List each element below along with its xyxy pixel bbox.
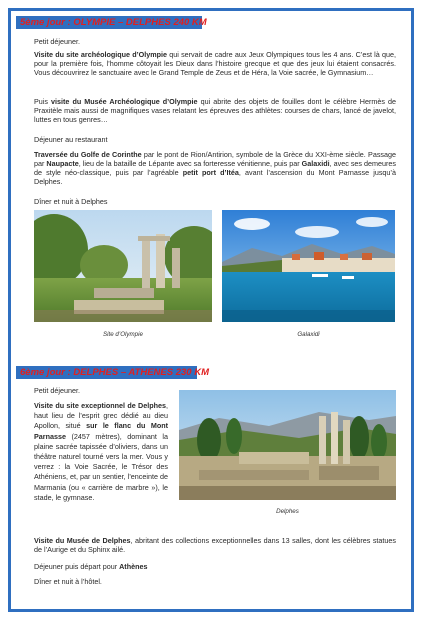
naupacte-bold: Naupacte (46, 159, 79, 168)
day5-museum (34, 97, 396, 124)
day5-lunch: Déjeuner au restaurant (34, 135, 108, 144)
day6-dinner: Dîner et nuit à l’hôtel. (34, 577, 102, 586)
galaxidi-bold: Galaxidi (301, 159, 330, 168)
delphi-museum-text: , abritant des collections exceptionnelles dans 13 salles, dont les célèbres statues de l’Aurige et du Sphinx ailé. (34, 536, 396, 554)
day5-breakfast: Petit déjeuner. (34, 37, 80, 46)
delphi-visit-bold: Visite du site exceptionnel de Delphes (34, 401, 166, 410)
crossing-text-4: , avant l’ascension du Mont Parnasse jusqu’à Delphes. (34, 168, 396, 186)
galaxidi-caption: Galaxidi (297, 331, 320, 338)
delphi-photo (179, 390, 396, 500)
crossing-text-1: par le pont de Rion/Antirion, symbole de la Grèce du XXI-ème siècle. Passage par (34, 150, 396, 168)
lunch-text: Déjeuner puis départ pour (34, 562, 120, 571)
museum-prefix: Puis (34, 97, 52, 106)
itea-bold: petit port d’Itéa (182, 168, 239, 177)
olympia-caption: Site d’Olympie (103, 331, 143, 338)
delphi-visit-text-2: (2457 mètres), dominant la plaine sacrée tapissée d’oliviers, dans un théâtre naturel tourné vers la mer. Vous y verrez : la Voie Sacrée, le Trésor des Athéniens, et, par un sentier, l’enceinte de Marmania (ou « carrière de marbre »), le stade, le gymnase. (34, 431, 168, 502)
delphi-museum-bold: Visite du Musée de Delphes (34, 536, 131, 545)
museum-bold: visite du Musée Archéologique d’Olympie (51, 97, 198, 106)
crossing-bold: Traversée du Golfe de Corinthe (34, 150, 142, 159)
crossing-text-2: , lieu de la bataille de Lépante avec sa forteresse vénitienne, puis par (78, 159, 302, 168)
olympia-photo (34, 210, 212, 322)
delphi-visit-text-1: , haut lieu de l’esprit grec dédié au dieu Apollon, situé (34, 401, 168, 431)
day6-lunch (34, 562, 334, 571)
delphi-caption: Delphes (276, 508, 299, 515)
day5-dinner: Dîner et nuit à Delphes (34, 197, 108, 206)
day6-museum (34, 536, 396, 554)
olympia-visit-text: qui servait de cadre aux Jeux Olympiques tous les 4 ans. C’est là que, pour la première fois, l’homme côtoyait les Dieux dans l’histoire grecque et que des jeux lui étaient consacrés. Vous découvrirez le sanctuaire avec le Grand Temple de Zeus et de Héra, la Voie sacrée, le Gymnasium… (34, 50, 396, 77)
day6-delphi-visit (34, 401, 168, 503)
museum-text: qui abrite des objets de fouilles dont le célèbre Hermès de Praxitèle mais aussi de magnifiques vases relatant les épreuves des athlètes: courses de chars, lancé de javelot, luttes en tous genres… (34, 97, 396, 124)
day5-olympia-visit (34, 50, 396, 77)
olympia-visit-bold: Visite du site archéologique d’Olympie (34, 50, 168, 59)
galaxidi-photo (222, 210, 395, 322)
parnasse-bold: sur le flanc du Mont Parnasse (34, 421, 168, 441)
crossing-text-3: , avec ses demeures de style néo-classique, puis par l’agréable (34, 159, 396, 177)
day6-title: 6ème jour : DELPHES – ATHENES 230 KM (16, 366, 197, 379)
athenes-bold: Athènes (119, 562, 148, 571)
day5-title: 5ème jour : OLYMPIE – DELPHES 240 KM (16, 16, 202, 29)
day5-crossing (34, 150, 396, 186)
day6-breakfast: Petit déjeuner. (34, 386, 80, 395)
